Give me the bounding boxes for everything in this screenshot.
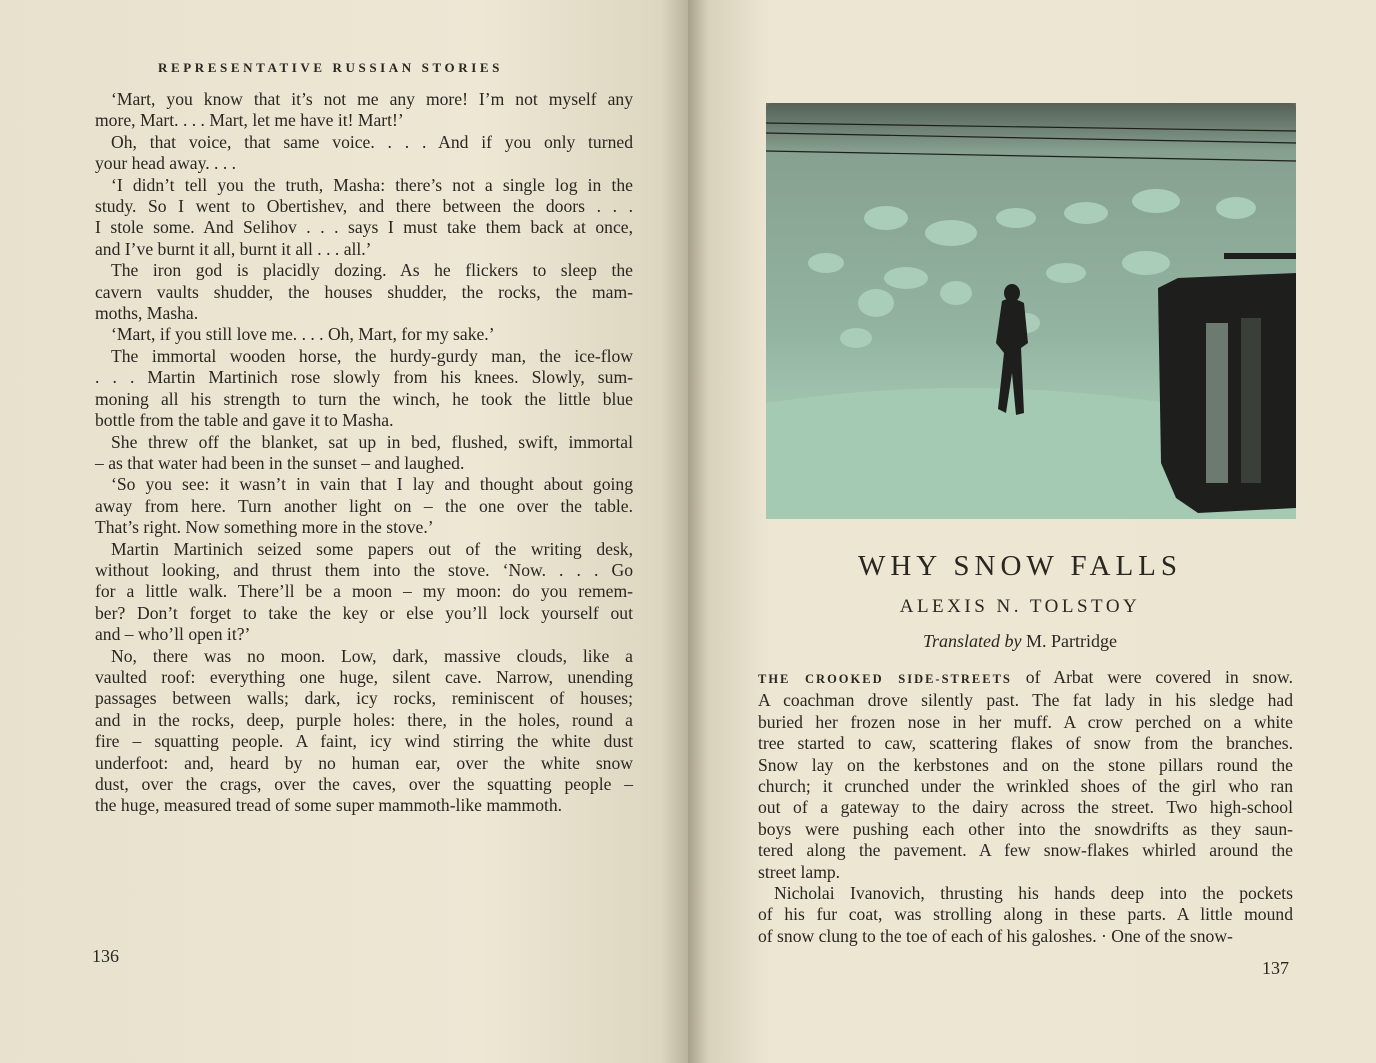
translated-by-label: Translated by <box>923 631 1022 651</box>
text-line: The immortal wooden horse, the hurdy-gurdy man, the ice-flow <box>111 345 633 366</box>
text-line: tree started to caw, scattering flakes of snow from the branches. <box>758 733 1293 754</box>
text-line: That’s right. Now something more in the stove.’ <box>95 517 434 538</box>
text-line: buried her frozen nose in her muff. A crow perched on a white <box>758 711 1293 732</box>
text-line: of his fur coat, was strolling along in these parts. A little mound <box>758 904 1293 925</box>
text-line: . . . Martin Martinich rose slowly from his knees. Slowly, sum- <box>95 367 633 388</box>
author: ALEXIS N. TOLSTOY <box>899 596 1141 617</box>
story-title: WHY SNOW FALLS <box>857 550 1183 582</box>
text-line: of snow clung to the toe of each of his galoshes. · One of the snow- <box>758 925 1233 946</box>
text-line: away from here. Turn another light on – the one over the table. <box>95 495 633 516</box>
text-line: bottle from the table and gave it to Masha. <box>95 410 394 431</box>
text-line: study. So I went to Obertishev, and there between the doors . . . <box>95 196 633 217</box>
text-line: out of a gateway to the dairy across the street. Two high-school <box>758 797 1293 818</box>
page-number: 137 <box>1262 958 1289 978</box>
text-line: dust, over the crags, over the caves, over the squatting people – <box>95 774 633 794</box>
text-line: A coachman drove silently past. The fat lady in his sledge had <box>758 690 1293 711</box>
text-line: Nicholai Ivanovich, thrusting his hands deep into the pockets <box>774 883 1293 904</box>
text-line: Snow lay on the kerbstones and on the stone pillars round the <box>758 754 1293 775</box>
text-line: ‘Mart, if you still love me. . . . Oh, Mart, for my sake.’ <box>111 324 495 345</box>
text-line: more, Mart. . . . Mart, let me have it! Mart!’ <box>95 110 404 131</box>
text-line: moning all his strength to turn the winch, he took the little blue <box>95 388 633 409</box>
text-line: your head away. . . . <box>95 153 237 174</box>
translator-name: M. Partridge <box>1026 631 1117 651</box>
text-line: I stole some. And Selihov . . . says I must take them back at once, <box>95 217 633 238</box>
text-line: cavern vaults shudder, the houses shudder, the rocks, the mam- <box>95 281 633 302</box>
text-line: passages between walls; dark, icy rocks, reminiscent of houses; <box>95 688 633 709</box>
text-line: No, there was no moon. Low, dark, massive clouds, like a <box>111 645 633 666</box>
text-line-rest: of Arbat were covered in snow. <box>1025 667 1293 687</box>
text-line: ‘I didn’t tell you the truth, Masha: there’s not a single log in the <box>111 174 633 195</box>
text-line: for a little walk. There’ll be a moon – my moon: do you remem- <box>95 581 633 602</box>
text-line: tered along the pavement. A few snow-flakes whirled around the <box>758 840 1293 861</box>
text-line: vaulted roof: everything one huge, silent cave. Narrow, unending <box>95 666 633 687</box>
text-line <box>758 667 1293 690</box>
text-line: without looking, and thrust them into the stove. ‘Now. . . . Go <box>95 559 633 580</box>
translator-credit <box>760 631 1280 652</box>
text-line: fire – squatting people. A faint, icy wind stirring the white dust <box>95 731 633 752</box>
text-line: moths, Masha. <box>95 303 199 324</box>
text-line: Oh, that voice, that same voice. . . . And if you only turned <box>111 131 633 152</box>
text-line: The iron god is placidly dozing. As he flickers to sleep the <box>111 260 633 281</box>
small-caps-opening: THE CROOKED SIDE-STREETS <box>758 672 1012 686</box>
text-line: boys were pushing each other into the snowdrifts as they saun- <box>758 818 1293 839</box>
text-line: street lamp. <box>758 861 841 882</box>
text-line: ‘Mart, you know that it’s not me any more! I’m not myself any <box>111 89 633 109</box>
text-line: the huge, measured tread of some super mammoth-like mammoth. <box>95 795 563 816</box>
text-line: and I’ve burnt it all, burnt it all . . . all.’ <box>95 238 372 259</box>
snow-scene-illustration <box>766 103 1296 519</box>
text-line: and in the rocks, deep, purple holes: there, in the holes, round a <box>95 709 633 730</box>
text-line: and – who’ll open it?’ <box>95 624 251 645</box>
page-number: 136 <box>92 946 119 966</box>
text-line: Martin Martinich seized some papers out of the writing desk, <box>111 538 633 559</box>
text-line: She threw off the blanket, sat up in bed, flushed, swift, immortal <box>111 431 633 452</box>
left-page-text <box>95 89 633 817</box>
text-line: ber? Don’t forget to take the key or else you’ll lock yourself out <box>95 602 633 623</box>
doorway <box>1158 253 1296 513</box>
running-head: REPRESENTATIVE RUSSIAN STORIES <box>158 60 503 75</box>
text-line: – as that water had been in the sunset – and laughed. <box>95 452 465 473</box>
text-line: underfoot: and, heard by no human ear, over the white snow <box>95 752 633 773</box>
text-line: church; it crunched under the wrinkled shoes of the girl who ran <box>758 776 1293 797</box>
right-page-text <box>758 667 1293 947</box>
text-line: ‘So you see: it wasn’t in vain that I lay and thought about going <box>111 474 633 495</box>
